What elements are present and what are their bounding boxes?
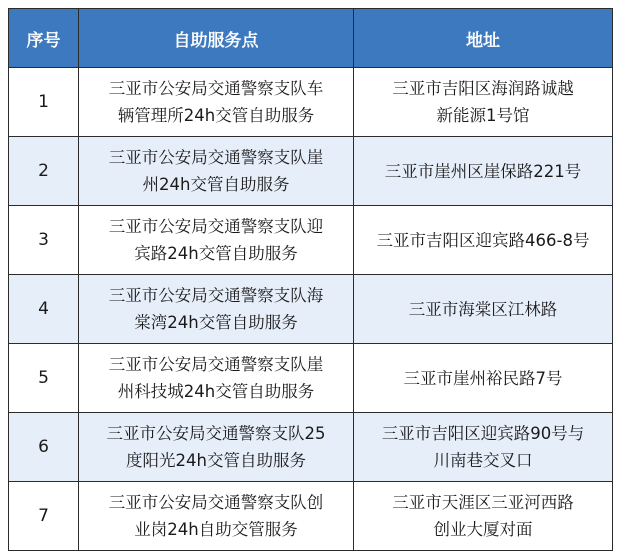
service-point-address xyxy=(354,413,613,482)
service-point-address xyxy=(354,275,613,344)
service-point-name xyxy=(79,137,354,206)
service-point-name-line: 度阳光24h交管自助服务 xyxy=(126,451,306,470)
table-row xyxy=(9,206,613,275)
service-point-name-line: 辆管理所24h交管自助服务 xyxy=(117,106,315,125)
service-point-address-line: 三亚市崖州区崖保路221号 xyxy=(384,161,582,181)
service-point-name xyxy=(79,344,354,413)
service-point-name-line: 三亚市公安局交通警察支队海 xyxy=(108,286,324,305)
row-index: 4 xyxy=(9,275,79,344)
service-point-address-line: 三亚市吉阳区迎宾路466-8号 xyxy=(376,230,590,250)
service-point-name-line: 宾路24h交管自助服务 xyxy=(134,244,298,263)
service-point-name xyxy=(79,206,354,275)
service-point-address-text xyxy=(404,365,563,392)
service-point-name xyxy=(79,68,354,137)
row-index: 2 xyxy=(9,137,79,206)
service-point-address-text xyxy=(409,296,558,323)
service-point-address-line: 创业大厦对面 xyxy=(433,520,533,539)
service-point-name-line: 三亚市公安局交通警察支队车 xyxy=(108,79,324,98)
service-point-address-line: 三亚市海棠区江林路 xyxy=(408,299,558,319)
table-row xyxy=(9,413,613,482)
row-index: 7 xyxy=(9,482,79,551)
header-address: 地址 xyxy=(354,9,613,68)
service-point-address-line: 三亚市吉阳区迎宾路90号与 xyxy=(381,424,585,443)
table-row xyxy=(9,482,613,551)
service-point-name-line: 三亚市公安局交通警察支队崖 xyxy=(108,148,324,167)
table-row xyxy=(9,68,613,137)
service-point-address-text xyxy=(377,227,590,254)
service-point-address xyxy=(354,206,613,275)
service-point-address-line: 新能源1号馆 xyxy=(436,106,530,125)
service-point-address-line: 三亚市崖州裕民路7号 xyxy=(403,368,563,388)
service-point-address xyxy=(354,344,613,413)
service-point-address xyxy=(354,137,613,206)
table-row xyxy=(9,275,613,344)
row-index: 3 xyxy=(9,206,79,275)
service-point-name-text xyxy=(109,213,324,267)
service-point-address xyxy=(354,68,613,137)
service-point-address-line: 三亚市吉阳区海润路诚越 xyxy=(392,79,574,98)
service-point-name-text xyxy=(109,282,324,336)
table-header-row xyxy=(9,9,613,68)
service-points-table-container xyxy=(8,8,612,551)
service-point-name-text xyxy=(109,351,324,405)
service-point-name-line: 三亚市公安局交通警察支队迎 xyxy=(108,217,324,236)
table-row xyxy=(9,344,613,413)
service-point-name xyxy=(79,413,354,482)
service-point-name xyxy=(79,482,354,551)
service-point-name-line: 州24h交管自助服务 xyxy=(142,175,290,194)
service-point-address xyxy=(354,482,613,551)
service-point-name-text xyxy=(109,75,324,129)
row-index: 6 xyxy=(9,413,79,482)
service-point-name-line: 三亚市公安局交通警察支队崖 xyxy=(108,355,324,374)
service-point-address-line: 川南巷交叉口 xyxy=(433,451,533,470)
service-point-name-line: 三亚市公安局交通警察支队创 xyxy=(108,493,324,512)
service-point-name-text xyxy=(109,489,324,543)
service-point-address-text xyxy=(392,489,574,543)
service-point-name-line: 棠湾24h交管自助服务 xyxy=(134,313,298,332)
service-point-address-line: 三亚市天涯区三亚河西路 xyxy=(392,493,574,512)
service-point-name-line: 州科技城24h交管自助服务 xyxy=(117,382,315,401)
service-point-name xyxy=(79,275,354,344)
service-point-address-text xyxy=(385,158,582,185)
header-index: 序号 xyxy=(9,9,79,68)
table-row xyxy=(9,137,613,206)
service-points-table xyxy=(8,8,613,551)
table-body xyxy=(9,68,613,551)
service-point-name-text xyxy=(107,420,326,474)
service-point-address-text xyxy=(392,75,574,129)
row-index: 5 xyxy=(9,344,79,413)
service-point-address-text xyxy=(382,420,585,474)
service-point-name-line: 业岗24h自助交管服务 xyxy=(134,520,298,539)
service-point-name-text xyxy=(109,144,324,198)
header-name: 自助服务点 xyxy=(79,9,354,68)
row-index: 1 xyxy=(9,68,79,137)
service-point-name-line: 三亚市公安局交通警察支队25 xyxy=(106,424,326,443)
